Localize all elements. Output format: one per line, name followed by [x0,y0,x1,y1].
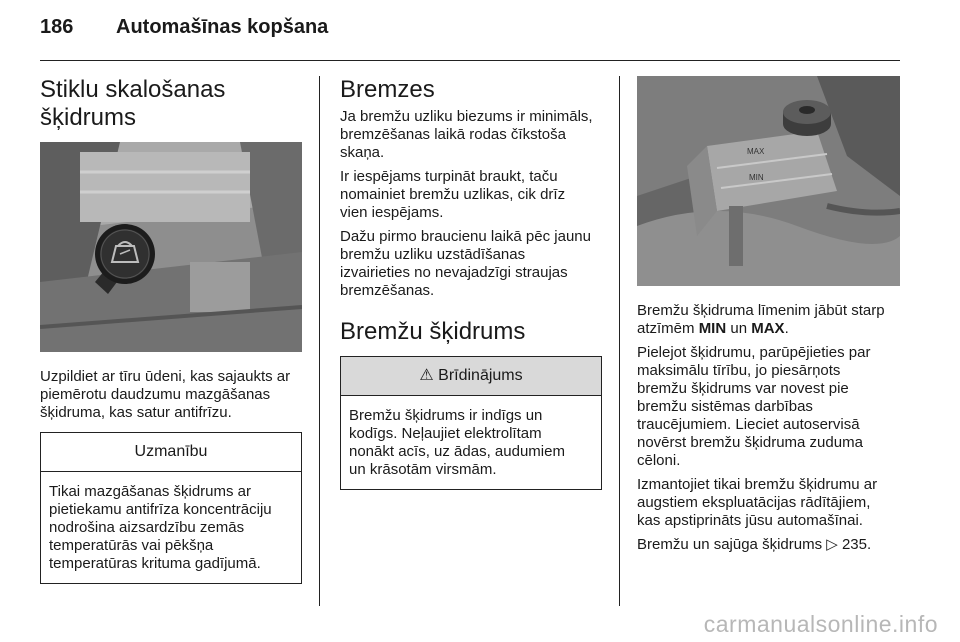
column-divider-2 [619,76,620,606]
page-number: 186 [40,16,74,38]
column-divider-1 [319,76,320,606]
min-mark-label: MIN [749,173,764,182]
brakes-paragraph-3: Dažu pirmo braucienu laikā pēc jaunu bremžu uzliku uzstādīšanas izvairieties no nevajadzīgi straujas bremzēšanas. [340,228,591,299]
page-header [40,16,328,39]
brake-fluid-reservoir-photo [637,76,900,286]
max-label: MAX [751,320,785,337]
warning-box [340,356,602,490]
column-3 [637,76,900,560]
watermark: carmanualsonline.info [703,611,938,637]
washer-reservoir-photo [40,142,302,352]
max-mark-label: MAX [747,147,765,156]
section-heading-brake-fluid: Bremžu šķidrums [340,318,526,345]
brake-fluid-reference[interactable]: Bremžu un sajūga šķidrums ▷ 235. [637,536,872,553]
section-heading-brakes: Bremzes [340,76,435,103]
notice-body: Tikai mazgāšanas šķidrums ar pietiekamu antifrīza koncentrāciju nodrošina aizsardzību zemās temperatūrās vai pēkšņa temperatūras krituma gadījumā. [49,483,272,572]
section-heading-washer-fluid: Stiklu skalošanas šķidrums [40,76,226,131]
min-label: MIN [698,320,727,337]
page-reference-number: 235. [837,536,872,553]
notice-title: Uzmanību [41,433,301,472]
column-1 [40,76,302,584]
brake-fluid-spec-text: Izmantojiet tikai bremžu šķidrumu ar augstiem ekspluatācijas rādītājiem, kas apstiprināts jūsu automašīnai. [637,476,878,529]
brakes-paragraph-1: Ja bremžu uzliku biezums ir minimāls, bremzēšanas laikā rodas čīkstoša skaņa. [340,108,593,161]
warning-triangle-icon: ⚠ [419,367,434,384]
chapter-title: Automašīnas kopšana [116,16,329,38]
column-2 [340,76,602,490]
warning-header [341,357,601,396]
header-rule [40,60,900,61]
washer-fluid-text: Uzpildiet ar tīru ūdeni, kas sajaukts ar piemērotu daudzumu mazgāšanas šķidruma, kas satur antifrīzu. [40,368,291,421]
warning-body: Bremžu šķidrums ir indīgs un kodīgs. Neļaujiet elektrolītam nonākt acīs, uz ādas, audumiem un krāsotām virsmām. [349,407,565,478]
notice-box [40,432,302,584]
warning-title: Brīdinājums [438,367,523,384]
brake-fluid-level-text: Bremžu šķidruma līmenim jābūt starp atzīmēm MIN un MAX. [637,302,885,337]
page-reference-icon: ▷ [826,536,838,553]
brake-fluid-refill-text: Pielejot šķidrumu, parūpējieties par maksimālu tīrību, jo piesārņots bremžu šķidrums var novest pie bremžu sistēmas darbības traucējumiem. Lieciet autoservisā novērst bremžu šķidruma zuduma cēloni. [637,344,871,469]
brakes-paragraph-2: Ir iespējams turpināt braukt, taču nomainiet bremžu uzlikas, cik drīz vien iespējams. [340,168,566,221]
